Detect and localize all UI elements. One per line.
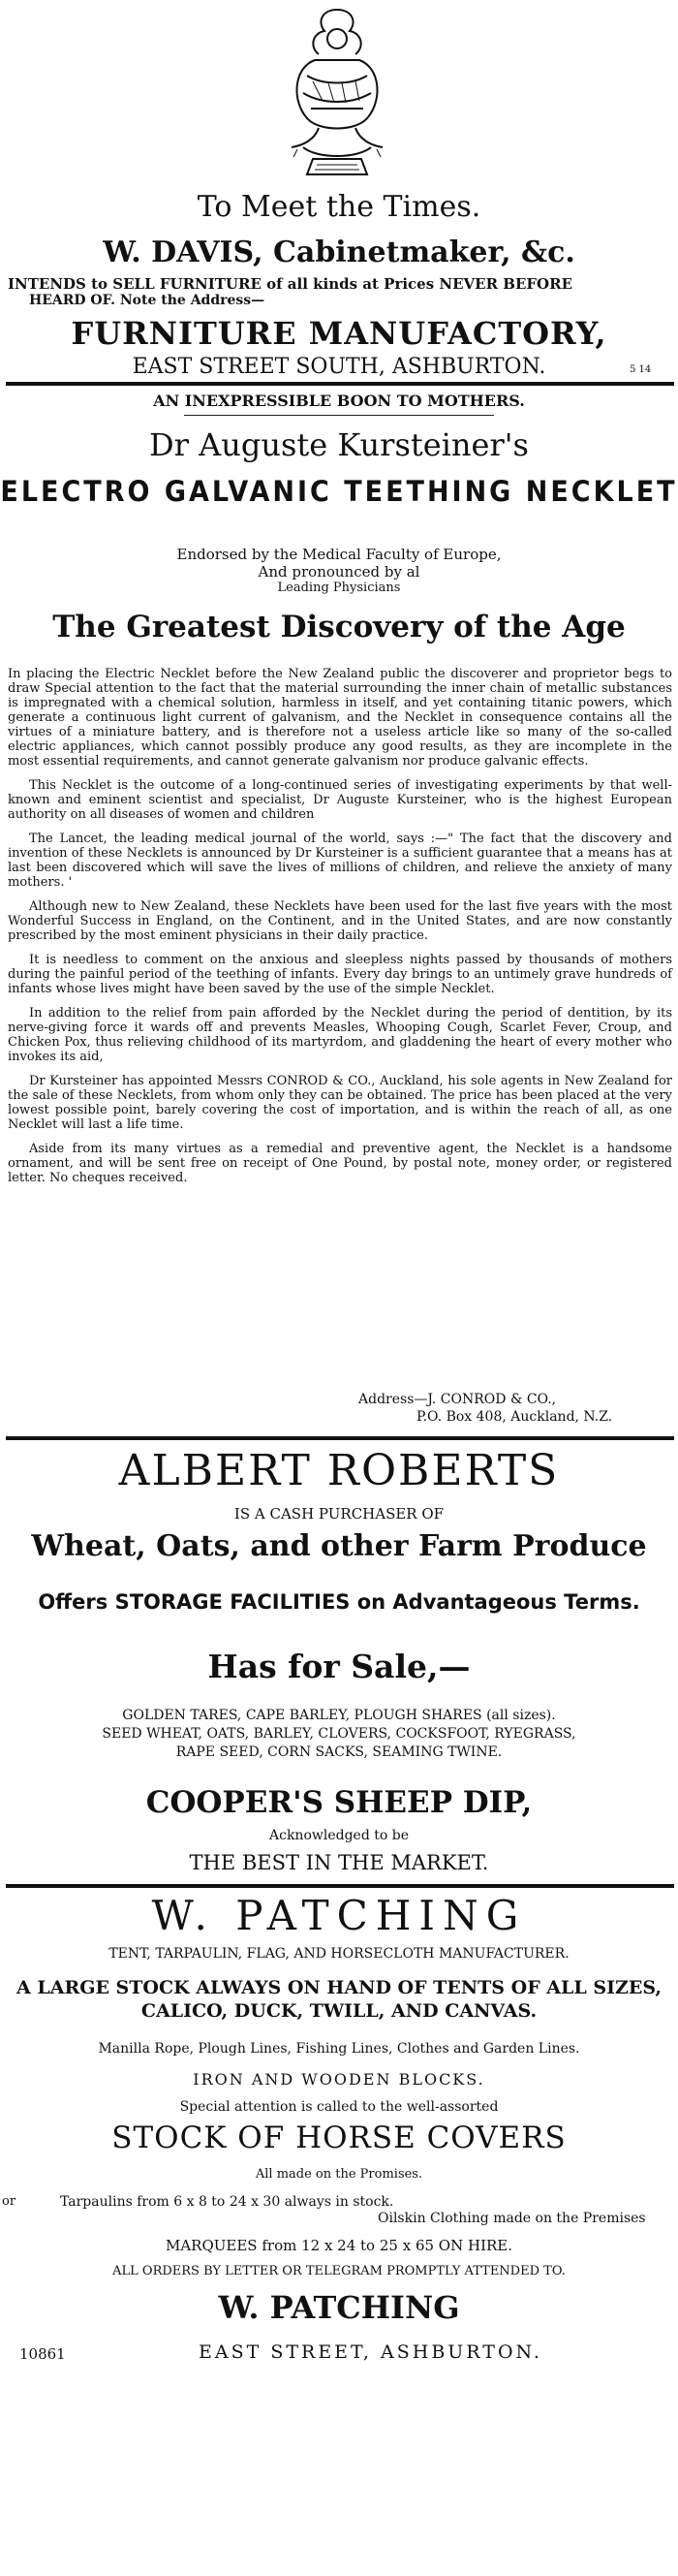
patching-trade: TENT, TARPAULIN, FLAG, AND HORSECLOTH MANUFACTURER. <box>108 1946 570 1962</box>
necklet-body <box>8 667 672 1195</box>
patching-lines: Manilla Rope, Plough Lines, Fishing Lines, Clothes and Garden Lines. <box>98 2041 580 2057</box>
roberts-items-2: SEED WHEAT, OATS, BARLEY, CLOVERS, COCKSFOOT, RYEGRASS, <box>102 1726 576 1742</box>
patching-blocks: IRON AND WOODEN BLOCKS. <box>193 2070 485 2089</box>
patching-marquees: MARQUEES from 12 x 24 to 25 x 65 ON HIRE. <box>165 2237 513 2254</box>
davis-address: EAST STREET SOUTH, ASHBURTON. <box>132 355 546 379</box>
davis-business: FURNITURE MANUFACTORY, <box>71 315 607 352</box>
patching-footer-code: 10861 <box>19 2345 66 2363</box>
divider <box>6 382 674 386</box>
necklet-endorse-3: Leading Physicians <box>277 581 401 595</box>
necklet-endorse-1: Endorsed by the Medical Faculty of Europe, <box>176 546 502 563</box>
roberts-role: IS A CASH PURCHASER OF <box>233 1505 445 1523</box>
necklet-paragraph: Although new to New Zealand, these Necklets have been used for the last five years with the most Wonderful Success in England, on the Continent, and in the United States, and are now constantly prescribed by the most eminent physicians in their daily practice. <box>8 899 672 943</box>
short-rule <box>184 415 494 416</box>
necklet-paragraph: In addition to the relief from pain afforded by the Necklet during the period of dentition, by its nerve-giving force it wards off and prevents Measles, Whooping Cough, Scarlet Fever, Croup, and Chicken Pox, thus relieving childhood of its martyrdom, and gladdening the heart of every mother who invokes its aid, <box>8 1006 672 1064</box>
patching-stock-2: CALICO, DUCK, TWILL, AND CANVAS. <box>140 2000 538 2022</box>
roberts-name: ALBERT ROBERTS <box>118 1446 560 1495</box>
ornament-vase-illustration <box>274 4 400 190</box>
necklet-address-2: P.O. Box 408, Auckland, N.Z. <box>416 1409 613 1425</box>
roberts-storage: Offers STORAGE FACILITIES on Advantageous Terms. <box>38 1590 640 1614</box>
necklet-paragraph: In placing the Electric Necklet before the New Zealand public the discoverer and proprietor begs to draw Special attention to the fact that the material surrounding the inner chain of metallic substances is impregnated with a chemical solution, harmless in itself, and yet containing titanic powers, which generate a continuous light current of galvanism, and the Necklet in consequence contains all the virtues of a miniature battery, and is therefore not a useless article like so many of the so-called electric appliances, which cannot possibly produce any good results, as they are incomplete in the most essential requirements, and cannot generate galvanism nor produce galvanic effects. <box>8 667 672 769</box>
patching-stock-1: A LARGE STOCK ALWAYS ON HAND OF TENTS OF ALL SIZES, <box>15 1977 662 1998</box>
necklet-title: Dr Auguste Kursteiner's <box>149 426 529 463</box>
necklet-address-1: Address—J. CONROD & CO., <box>358 1392 557 1407</box>
patching-attention: Special attention is called to the well-assorted <box>179 2099 499 2115</box>
davis-intro-line-2: HEARD OF. Note the Address— <box>29 293 265 308</box>
patching-edge-left: or <box>2 2194 16 2209</box>
roberts-produce: Wheat, Oats, and other Farm Produce <box>31 1529 647 1563</box>
necklet-paragraph: This Necklet is the outcome of a long-continued series of investigating experiments by that well-known and eminent scientist and specialist, Dr Auguste Kursteiner, who is the highest European authority on all diseases of women and children <box>8 778 672 822</box>
patching-covers: STOCK OF HORSE COVERS <box>111 2120 567 2155</box>
davis-name: W. DAVIS, Cabinetmaker, &c. <box>103 236 575 269</box>
davis-intro-line-1: INTENDS to SELL FURNITURE of all kinds at Prices NEVER BEFORE <box>8 275 573 293</box>
divider <box>6 1436 674 1440</box>
necklet-paragraph: The Lancet, the leading medical journal of the world, says :—" The fact that the discovery and invention of these Necklets is announced by Dr Kursteiner is a sufficient guarantee that a means has at last been discovered which will save the lives of millions of children, and relieve the anxiety of many mothers. ' <box>8 832 672 890</box>
patching-tarpaulins: Tarpaulins from 6 x 8 to 24 x 30 always in stock. <box>60 2194 394 2210</box>
roberts-ack: Acknowledged to be <box>269 1828 409 1843</box>
davis-code: 5 14 <box>630 364 652 375</box>
roberts-dip: COOPER'S SHEEP DIP, <box>145 1785 533 1820</box>
patching-footer-address: EAST STREET, ASHBURTON. <box>199 2341 542 2363</box>
necklet-tagline: AN INEXPRESSIBLE BOON TO MOTHERS. <box>153 392 525 410</box>
necklet-subtitle: ELECTRO GALVANIC TEETHING NECKLET <box>0 475 678 509</box>
necklet-paragraph: Aside from its many virtues as a remedial and preventive agent, the Necklet is a handsome ornament, and will be sent free on receipt of One Pound, by postal note, money order, or registered letter. No cheques received. <box>8 1142 672 1185</box>
roberts-items-1: GOLDEN TARES, CAPE BARLEY, PLOUGH SHARES (all sizes). <box>122 1708 556 1723</box>
divider <box>6 1884 674 1888</box>
patching-name: W. PATCHING <box>151 1892 527 1939</box>
patching-premises: All made on the Promises. <box>255 2167 423 2182</box>
necklet-paragraph: Dr Kursteiner has appointed Messrs CONROD & CO., Auckland, his sole agents in New Zealand for the sale of these Necklets, from whom only they can be obtained. The price has been placed at the very lowest possible point, barely covering the cost of importation, and is within the reach of all, as one Necklet will last a life time. <box>8 1074 672 1132</box>
necklet-paragraph: It is needless to comment on the anxious and sleepless nights passed by thousands of mothers during the painful period of the teething of infants. Every day brings to an untimely grave hundreds of infants whose lives might have been saved by the use of the simple Necklet. <box>8 953 672 996</box>
necklet-endorse-2: And pronounced by al <box>258 563 420 581</box>
patching-orders: ALL ORDERS BY LETTER OR TELEGRAM PROMPTLY ATTENDED TO. <box>112 2264 566 2278</box>
roberts-best: THE BEST IN THE MARKET. <box>189 1851 489 1874</box>
davis-headline: To Meet the Times. <box>197 190 481 224</box>
patching-footer-name: W. PATCHING <box>218 2289 460 2326</box>
patching-oilskin: Oilskin Clothing made on the Premises <box>378 2211 646 2226</box>
roberts-sale: Has for Sale,— <box>207 1648 471 1685</box>
roberts-items-3: RAPE SEED, CORN SACKS, SEAMING TWINE. <box>175 1744 503 1760</box>
necklet-headline: The Greatest Discovery of the Age <box>52 610 626 644</box>
